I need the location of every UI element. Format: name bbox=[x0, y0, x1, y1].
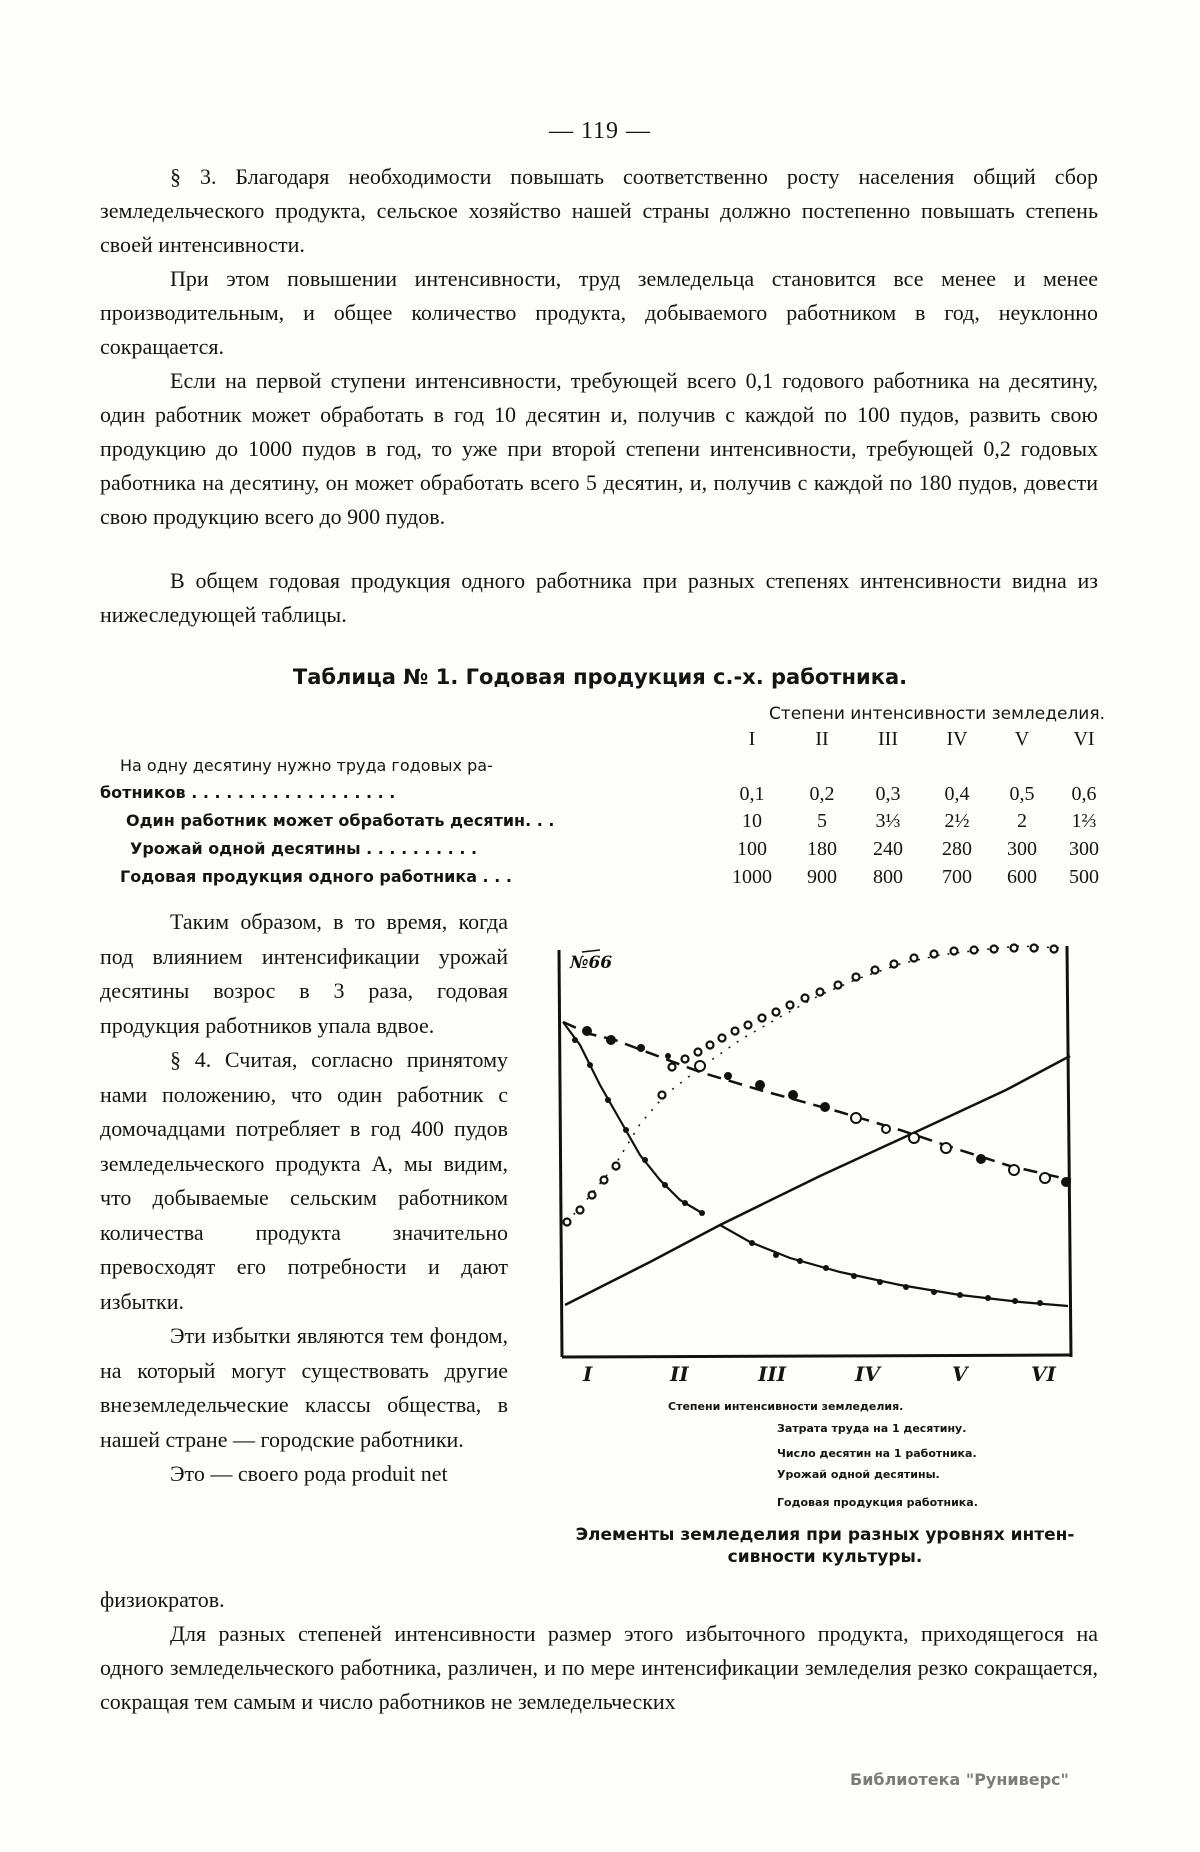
paragraph-produit-net: Это — своего рода produit net bbox=[170, 1461, 448, 1486]
legend-x-axis-title: Степени интенсивности земледелия. bbox=[668, 1400, 904, 1413]
series-area-line-a bbox=[563, 1022, 702, 1213]
series-labor-line bbox=[565, 1056, 1070, 1305]
paragraph-table-intro: В общем годовая продукция одного работника при разных степенях интенсивности видна из нижеследующей таблицы. bbox=[100, 568, 1098, 627]
paragraph-section-3: § 3. Благодаря необходимости повышать соответственно росту населения общий сбор земледельческого продукта, сельское хозяйство нашей страны должно постепенно повышать степень своей интенсивности. bbox=[100, 164, 1098, 257]
chart-caption-line2: сивности культуры. bbox=[727, 1547, 923, 1567]
x-axis bbox=[562, 1355, 1071, 1357]
column-header: III bbox=[878, 728, 898, 750]
table-cell: 300 bbox=[1007, 838, 1037, 860]
table-cell: 1000 bbox=[732, 866, 772, 888]
y-axis-left bbox=[559, 950, 562, 1357]
table-cell: 280 bbox=[942, 838, 972, 860]
table-cell: 0,1 bbox=[739, 783, 765, 805]
table-column-group-caption: Степени интенсивности земледелия. bbox=[768, 704, 1105, 724]
paragraph-productivity: При этом повышении интенсивности, труд земледельца становится все менее и менее производительным, и общее количество продукта, добываемого работником в год, неуклонно сокращается. bbox=[100, 266, 1098, 359]
row-label-area: Один работник может обработать десятин. . . bbox=[126, 811, 555, 830]
row-label-labor-cont: ботников . . . . . . . . . . . . . . . . . . bbox=[100, 783, 396, 802]
row-label-labor: На одну десятину нужно труда годовых ра- bbox=[120, 756, 493, 775]
column-header: I bbox=[748, 728, 756, 750]
table-cell: 600 bbox=[1007, 866, 1037, 888]
table-cell: 3⅓ bbox=[875, 810, 901, 832]
column-header: IV bbox=[946, 728, 968, 750]
table-cell: 0,6 bbox=[1071, 783, 1097, 805]
series-yield-line bbox=[567, 946, 1062, 1222]
paragraph-surplus: Эти избытки являются тем фондом, на который могут существовать другие внеземледельческие классы общества, в нашей стране — городские работники. bbox=[100, 1323, 508, 1452]
legend-item-area: Число десятин на 1 работника. bbox=[777, 1447, 977, 1460]
row-label-production: Годовая продукция одного работника . . . bbox=[120, 867, 512, 886]
x-tick-label: III bbox=[758, 1362, 787, 1386]
table-cell: 2 bbox=[1017, 810, 1027, 832]
legend-item-production: Годовая продукция работника. bbox=[777, 1496, 978, 1509]
legend-item-labor: Затрата труда на 1 десятину. bbox=[777, 1422, 967, 1435]
column-header: V bbox=[1014, 728, 1030, 750]
table-cell: 0,3 bbox=[875, 783, 901, 805]
table-cell: 100 bbox=[737, 838, 767, 860]
x-tick-label: IV bbox=[855, 1362, 880, 1386]
x-tick-label: VI bbox=[1031, 1362, 1056, 1386]
table-cell: 0,5 bbox=[1009, 783, 1035, 805]
table-cell: 240 bbox=[873, 838, 903, 860]
x-tick-label: II bbox=[670, 1362, 689, 1386]
table-cell: 5 bbox=[817, 810, 827, 832]
page-number: — 119 — bbox=[548, 118, 652, 144]
table-cell: 800 bbox=[873, 866, 903, 888]
table-cell: 0,4 bbox=[944, 783, 970, 805]
chart-caption bbox=[530, 1524, 1120, 1568]
left-column-tail: физиократов. bbox=[100, 1587, 225, 1612]
table-cell: 700 bbox=[942, 866, 972, 888]
row-label-yield: Урожай одной десятины . . . . . . . . . . bbox=[130, 839, 478, 858]
y-axis-right bbox=[1067, 946, 1071, 1357]
column-header: II bbox=[815, 728, 829, 750]
line-chart bbox=[540, 910, 1100, 1370]
table-title: Таблица № 1. Годовая продукция с.-х. работника. bbox=[292, 665, 908, 689]
x-tick-label: V bbox=[952, 1362, 968, 1386]
figure-label: №66 bbox=[570, 953, 613, 973]
series-production-markers bbox=[582, 1026, 1071, 1187]
table-cell: 300 bbox=[1069, 838, 1099, 860]
column-header: VI bbox=[1073, 728, 1095, 750]
table-cell: 1⅔ bbox=[1071, 810, 1097, 832]
table-cell: 900 bbox=[807, 866, 837, 888]
library-watermark: Библиотека "Руниверс" bbox=[850, 1770, 1069, 1789]
table-cell: 180 bbox=[807, 838, 837, 860]
series-yield-markers bbox=[564, 945, 1058, 1226]
x-tick-label: I bbox=[583, 1362, 593, 1386]
paragraph-section-4: § 4. Считая, согласно принятому нами положению, что один работник с домочадцами потребляет в год 400 пудов земледельческого продукта А, мы видим, что добываемые сельским работником количества продукта значительно превосходят его потребности и дают избытки. bbox=[100, 1047, 508, 1314]
table-cell: 0,2 bbox=[809, 783, 835, 805]
legend-item-yield: Урожай одной десятины. bbox=[777, 1468, 940, 1481]
paragraph-conclusion: Таким образом, в то время, когда под влиянием интенсификации урожай десятины возрос в 3 раза, годовая продукция работников упала вдвое. bbox=[100, 909, 508, 1038]
table-cell: 10 bbox=[742, 810, 762, 832]
chart-caption-line1: Элементы земледелия при разных уровнях интен- bbox=[575, 1525, 1075, 1545]
table-cell: 500 bbox=[1069, 866, 1099, 888]
paragraph-example: Если на первой ступени интенсивности, требующей всего 0,1 годового работника на десятину, один работник может обработать в год 10 десятин и, получив с каждой по 100 пудов, развить свою продукцию до 1000 пудов в год, то уже при второй степени интенсивности, требующей 0,2 годовых работника на десятину, он может обработать всего 5 десятин, и, получив с каждой по 180 пудов, довести свою продукцию всего до 900 пудов. bbox=[100, 368, 1098, 529]
series-area-line-b bbox=[720, 1225, 1068, 1306]
table-cell: 2½ bbox=[944, 810, 970, 832]
left-column-text bbox=[100, 905, 508, 1492]
paragraph-surplus-size: Для разных степеней интенсивности размер этого избыточного продукта, приходящегося на одного земледельческого работника, различен, и по мере интенсификации земледелия резко сокращается, сокращая тем самым и число работников не земледельческих bbox=[100, 1621, 1098, 1714]
